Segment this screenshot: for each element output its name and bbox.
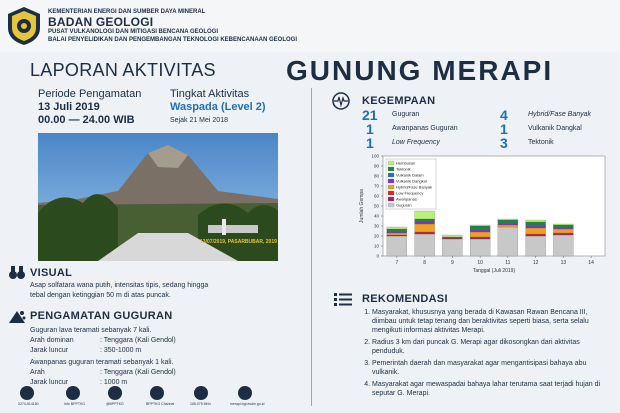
web-icon[interactable]: [238, 386, 252, 400]
x-tick-label: 11: [505, 260, 511, 266]
legend-label: Vulkanik Dangkal: [396, 178, 427, 184]
bar-segment: [526, 234, 546, 235]
count-awanpanas: 1: [366, 121, 374, 137]
bar-segment: [470, 239, 490, 256]
bar-segment: [470, 226, 490, 229]
binoculars-icon: [8, 264, 26, 280]
rekomendasi-item: 4. Masyarakat agar mewaspadai bahaya lahar terutama saat terjadi hujan di seputar G. Merapi.: [372, 380, 612, 398]
twitter-icon[interactable]: [108, 386, 122, 400]
bar-segment: [442, 238, 462, 239]
bar-segment: [498, 224, 518, 225]
x-tick-label: 7: [395, 260, 399, 266]
label-awanpanas: Awanpanas Guguran: [392, 125, 458, 132]
status-since: Sejak 21 Mei 2018: [170, 117, 228, 124]
x-tick-label: 8: [423, 260, 427, 266]
bar-segment: [553, 225, 573, 228]
legend-label: Awanpanas: [396, 196, 417, 202]
y-tick-label: 20: [373, 233, 379, 239]
guguran-lava-key-1: Jarak luncur: [30, 347, 69, 354]
y-tick-label: 90: [373, 163, 379, 169]
bar-segment: [498, 219, 518, 220]
bar-segment: [415, 234, 435, 256]
legend-swatch: [388, 161, 394, 165]
guguran-title: PENGAMATAN GUGURAN: [30, 310, 173, 322]
footer-label-facebook: BPPTKG Channel: [146, 402, 175, 406]
legend-label: Guguran: [396, 202, 412, 208]
legend-swatch: [388, 179, 394, 183]
legend-swatch: [388, 203, 394, 207]
rekomendasi-list: [372, 308, 612, 398]
period-date: 13 Juli 2019: [38, 101, 100, 113]
legend-swatch: [388, 167, 394, 171]
bar-segment: [415, 232, 435, 233]
earthquake-chart: [355, 152, 613, 278]
footer-contacts: [18, 386, 278, 410]
guguran-awan-val-1: : 1000 m: [100, 379, 128, 386]
bar-segment: [553, 234, 573, 235]
label-vulkanik-dangkal: Vulkanik Dangkal: [528, 125, 582, 132]
legend-swatch: [388, 185, 394, 189]
rekomendasi-item: 3. Pemerintah daerah dan masyarakat agar mengantisipasi bahaya abu vulkanik.: [372, 359, 612, 377]
guguran-lava-val-1: : 350-1000 m: [100, 347, 142, 354]
footer-label-radio: 165.075 MHz: [190, 402, 211, 406]
bar-segment: [498, 225, 518, 227]
rekomendasi-item: 2. Radius 3 km dari puncak G. Merapi agar dikosongkan dari aktivitas penduduk.: [372, 338, 612, 356]
bar-segment: [442, 239, 462, 256]
rekomendasi-title: REKOMENDASI: [362, 293, 448, 305]
count-vulkanik-dangkal: 1: [500, 121, 508, 137]
bar-segment: [387, 236, 407, 256]
label-hybrid: Hybrid/Fase Banyak: [528, 111, 592, 118]
bar-segment: [470, 232, 490, 237]
bar-segment: [387, 227, 407, 229]
guguran-lava-val-0: : Tenggara (Kali Gendol): [100, 337, 176, 344]
bar-segment: [470, 238, 490, 239]
agency-name: BADAN GEOLOGI: [48, 15, 154, 29]
legend-label: Vulkanik Dalam: [396, 172, 424, 178]
y-tick-label: 60: [373, 193, 379, 199]
x-tick-label: 10: [477, 260, 483, 266]
facebook-icon[interactable]: [150, 386, 164, 400]
x-tick-label: 12: [532, 260, 539, 266]
bar-segment: [415, 233, 435, 234]
bar-segment: [387, 235, 407, 236]
legend-swatch: [388, 173, 394, 177]
list-icon: [334, 292, 352, 306]
count-tektonik: 3: [500, 135, 508, 151]
bar-segment: [553, 235, 573, 256]
y-axis-label: Jumlah Gempa: [359, 189, 365, 223]
bar-segment: [498, 227, 518, 256]
legend-label: Hembusan: [396, 160, 416, 166]
phone-icon[interactable]: [20, 386, 34, 400]
period-time: 00.00 — 24.00 WIB: [38, 114, 135, 126]
bar-segment: [387, 233, 407, 235]
footer-label-info: Info BPPTKG: [64, 402, 86, 406]
bar-segment: [470, 237, 490, 238]
column-divider: [311, 88, 312, 406]
bar-segment: [415, 224, 435, 232]
status-label: Tingkat Aktivitas: [170, 88, 250, 100]
legend-swatch: [388, 191, 394, 195]
visual-text-1: Asap solfatara wana putih, intensitas tipis, sedang hingga: [30, 282, 209, 289]
bar-segment: [553, 229, 573, 233]
label-tektonik: Tektonik: [528, 139, 554, 146]
bar-segment: [470, 225, 490, 226]
y-tick-label: 100: [371, 153, 379, 159]
x-tick-label: 14: [588, 260, 594, 266]
y-tick-label: 30: [373, 223, 379, 229]
bar-segment: [553, 224, 573, 225]
bar-segment: [553, 228, 573, 229]
y-tick-label: 40: [373, 213, 379, 219]
bar-segment: [526, 235, 546, 236]
status-level: Waspada (Level 2): [170, 101, 266, 113]
bar-segment: [415, 221, 435, 222]
footer-label-twitter: @BPPTKG: [106, 402, 124, 406]
bar-segment: [526, 225, 546, 226]
visual-text-2: tebal dengan ketinggian 50 m di atas puncak.: [30, 292, 171, 299]
count-guguran: 21: [362, 107, 378, 123]
guguran-awan-text: Awanpanas guguran teramati sebanyak 1 kali.: [30, 359, 174, 366]
office-name: BALAI PENYELIDIKAN DAN PENGEMBANGAN TEKNOLOGI KEBENCANAAN GEOLOGI: [48, 37, 298, 43]
bar-segment: [415, 211, 435, 219]
bar-segment: [470, 230, 490, 232]
bar-segment: [415, 219, 435, 221]
bar-segment: [442, 235, 462, 237]
footer-label-phone: 0274-514180: [18, 402, 39, 406]
legend-label: Hybrid/Fase Banyak: [396, 184, 433, 190]
bar-segment: [526, 222, 546, 225]
legend-swatch: [388, 197, 394, 201]
kegempaan-title: KEGEMPAAN: [362, 95, 436, 107]
bar-segment: [415, 222, 435, 224]
visual-title: VISUAL: [30, 267, 73, 279]
bar-segment: [442, 237, 462, 238]
rekomendasi-item: 1. Masyarakat, khususnya yang berada di Kawasan Rawan Bencana III, diimbau untuk tetap tenang dan beraktivitas seperti biasa, serta selalu mengikuti informasi aktivitas Merapi.: [372, 308, 612, 335]
period-label: Periode Pengamatan: [38, 88, 142, 100]
bar-segment: [526, 220, 546, 222]
label-low-frequency: Low Frequency: [392, 139, 440, 146]
rockfall-icon: [8, 308, 26, 324]
legend-label: Low Frequency: [396, 190, 424, 196]
volcano-title: GUNUNG MERAPI: [286, 55, 554, 86]
bar-segment: [387, 229, 407, 232]
report-title: LAPORAN AKTIVITAS: [30, 60, 216, 80]
bar-segment: [526, 228, 546, 234]
photo-credit: 13/07/2019, PASARBUBAR, 2019: [200, 239, 277, 245]
seismograph-icon: [332, 92, 350, 110]
guguran-lava-text: Guguran lava teramati sebanyak 7 kali.: [30, 327, 152, 334]
y-tick-label: 50: [373, 203, 379, 209]
bar-segment: [553, 233, 573, 234]
bar-segment: [387, 232, 407, 233]
count-hybrid: 4: [500, 107, 508, 123]
label-guguran: Guguran: [392, 111, 420, 118]
y-tick-label: 80: [373, 173, 379, 179]
x-axis-label: Tanggal (Juli 2019): [472, 268, 516, 274]
footer-label-web: merapi.bgl.esdm.go.id: [230, 402, 265, 406]
agency-logo-icon: [6, 6, 42, 46]
guguran-lava-key-0: Arah dominan: [30, 337, 74, 344]
bar-segment: [526, 226, 546, 228]
center-name: PUSAT VULKANOLOGI DAN MITIGASI BENCANA GEOLOGI: [48, 29, 219, 35]
x-tick-label: 9: [450, 260, 454, 266]
bar-segment: [526, 236, 546, 256]
guguran-awan-key-0: Arah: [30, 369, 45, 376]
info-icon[interactable]: [66, 386, 80, 400]
count-low-frequency: 1: [366, 135, 374, 151]
x-tick-label: 13: [560, 260, 567, 266]
legend-label: Tektonik: [396, 166, 411, 172]
ministry-name: KEMENTERIAN ENERGI DAN SUMBER DAYA MINERAL: [48, 9, 206, 15]
guguran-awan-key-1: Jarak luncur: [30, 379, 69, 386]
guguran-awan-val-0: : Tenggara (Kali Gendol): [100, 369, 176, 376]
radio-icon[interactable]: [194, 386, 208, 400]
bar-segment: [498, 220, 518, 224]
bar-segment: [470, 229, 490, 230]
y-tick-label: 0: [376, 253, 379, 259]
y-tick-label: 10: [373, 243, 379, 249]
y-tick-label: 70: [373, 183, 379, 189]
